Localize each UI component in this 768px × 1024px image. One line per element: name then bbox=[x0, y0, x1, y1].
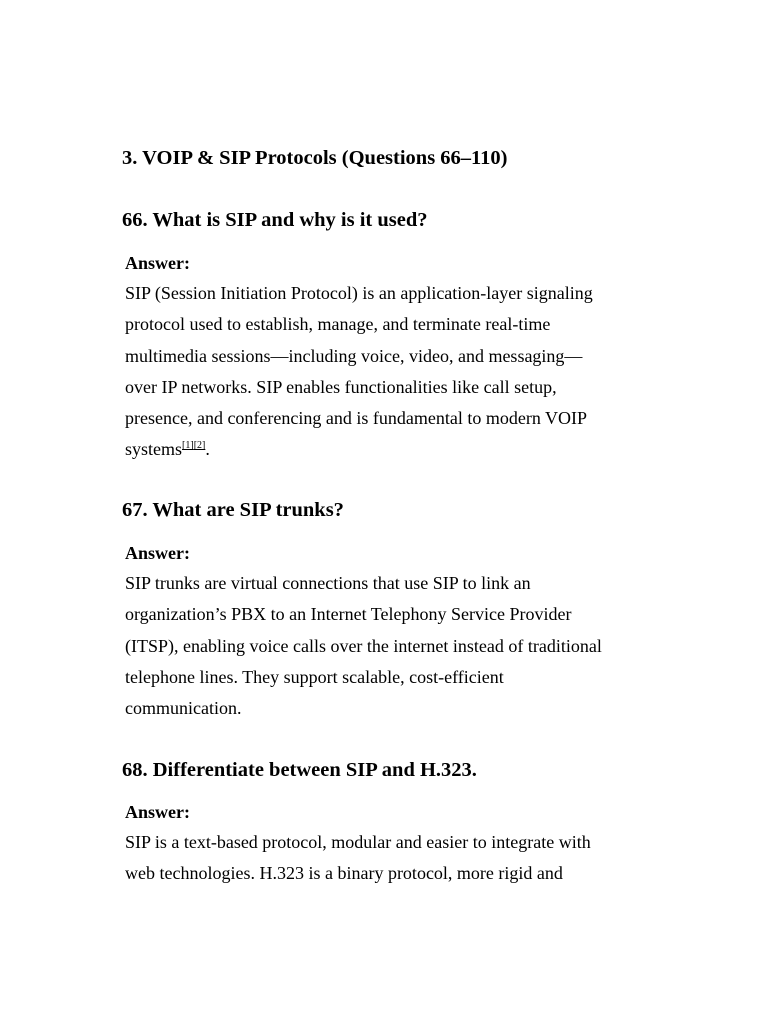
answer-line: communication. bbox=[125, 698, 242, 719]
answer-line: presence, and conferencing and is fundamental to modern VOIP bbox=[125, 408, 588, 429]
question-67-answer-text bbox=[125, 568, 602, 724]
answer-line-text: systems bbox=[125, 439, 183, 460]
answer-line: over IP networks. SIP enables functionalities like call setup, bbox=[125, 376, 557, 397]
citation-link-1[interactable]: [1] bbox=[182, 440, 194, 452]
answer-line: multimedia sessions—including voice, video, and messaging— bbox=[125, 345, 583, 366]
question-68-heading: 68. Differentiate between SIP and H.323. bbox=[122, 759, 477, 781]
answer-line: SIP (Session Initiation Protocol) is an application-layer signaling bbox=[125, 283, 593, 303]
answer-line: organization’s PBX to an Internet Telephony Service Provider bbox=[125, 604, 572, 625]
citation-link-2[interactable]: [2] bbox=[193, 440, 206, 452]
answer-line bbox=[125, 434, 593, 465]
answer-line: SIP trunks are virtual connections that use SIP to link an bbox=[125, 573, 531, 593]
section-title: 3. VOIP & SIP Protocols (Questions 66–110) bbox=[122, 147, 508, 169]
answer-line: (ITSP), enabling voice calls over the internet instead of traditional bbox=[125, 635, 602, 656]
question-66-answer-text bbox=[125, 278, 593, 466]
question-68-answer-label: Answer: bbox=[125, 802, 190, 822]
answer-line: telephone lines. They support scalable, cost-efficient bbox=[125, 666, 504, 687]
question-67-answer-label: Answer: bbox=[125, 543, 190, 563]
question-66-answer-label: Answer: bbox=[125, 253, 190, 273]
answer-line: web technologies. H.323 is a binary protocol, more rigid and bbox=[125, 863, 563, 884]
question-66-heading: 66. What is SIP and why is it used? bbox=[122, 209, 428, 231]
answer-line: SIP is a text-based protocol, modular and easier to integrate with bbox=[125, 832, 591, 852]
question-67-heading: 67. What are SIP trunks? bbox=[122, 499, 344, 521]
sentence-period: . bbox=[205, 439, 210, 460]
answer-line: protocol used to establish, manage, and terminate real-time bbox=[125, 314, 551, 335]
question-68-answer-text bbox=[125, 827, 591, 890]
